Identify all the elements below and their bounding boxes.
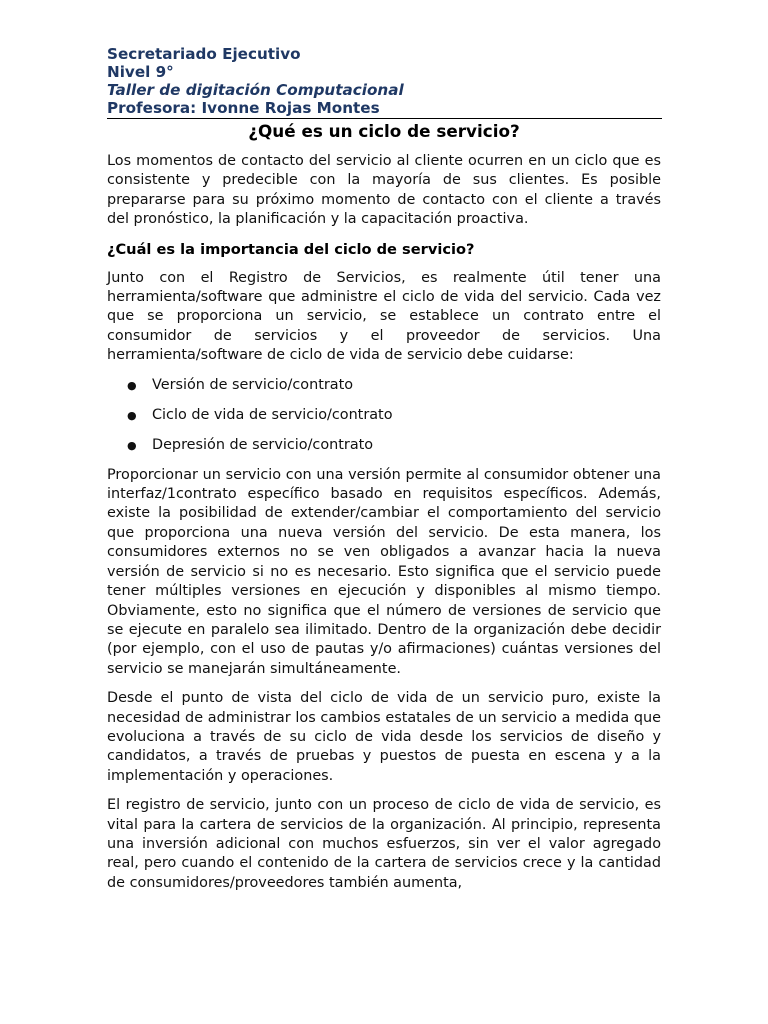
bullet-list xyxy=(107,376,661,455)
list-item-text: Versión de servicio/contrato xyxy=(152,376,354,393)
header-line-level: Nivel 9° xyxy=(107,63,174,81)
list-item-text: Depresión de servicio/contrato xyxy=(152,436,374,453)
section-subtitle: ¿Cuál es la importancia del ciclo de servicio? xyxy=(107,240,475,258)
header-line-workshop: Taller de digitación Computacional xyxy=(107,81,404,99)
paragraph-versioning: Proporcionar un servicio con una versión permite al consumidor obtener una interfaz/1contrato específico basado en requisitos específicos. Además, existe la posibilidad de extender/cambiar el comportamiento del servicio que proporciona una nueva versión del servicio. De esta manera, los consumidores externos no se ven obligados a avanzar hacia la nueva versión de servicio si no es necesario. Esto significa que el servicio puede tener múltiples versiones en ejecución y disponibles al mismo tiempo. Obviamente, esto no significa que el número de versiones de servicio que se ejecute en paralelo sea ilimitado. Dentro de la organización debe decidir (por ejemplo, con el uso de pautas y/o afirmaciones) cuántas versiones del servicio se manejarán simultáneamente. xyxy=(107,466,661,677)
document-body xyxy=(107,120,661,903)
bullet-icon: ● xyxy=(127,378,137,392)
header-line-course: Secretariado Ejecutivo xyxy=(107,45,301,63)
header-line-teacher: Profesora: Ivonne Rojas Montes xyxy=(107,99,380,117)
document-header xyxy=(107,45,662,119)
list-item-text: Ciclo de vida de servicio/contrato xyxy=(152,406,393,423)
list-item xyxy=(107,406,661,425)
list-item xyxy=(107,436,661,455)
paragraph-intro: Los momentos de contacto del servicio al cliente ocurren en un ciclo que es consistente y predecible con la mayoría de sus clientes. Es posible prepararse para su próximo momento de contacto con el cliente a través del pronóstico, la planificación y la capacitación proactiva. xyxy=(107,153,661,228)
bullet-icon: ● xyxy=(127,408,137,422)
document-title: ¿Qué es un ciclo de servicio? xyxy=(248,121,520,141)
paragraph-lifecycle: Desde el punto de vista del ciclo de vida de un servicio puro, existe la necesidad de administrar los cambios estatales de un servicio a medida que evoluciona a través de su ciclo de vida desde los servicios de diseño y candidatos, a través de pruebas y puestos de puesta en escena y a la implementación y operaciones. xyxy=(107,690,661,784)
list-item xyxy=(107,376,661,395)
paragraph-importance: Junto con el Registro de Servicios, es realmente útil tener una herramienta/software que administre el ciclo de vida del servicio. Cada vez que se proporciona un servicio, se establece un contrato entre el consumidor de servicios y el proveedor de servicios. Una herramienta/software de ciclo de vida de servicio debe cuidarse: xyxy=(107,269,661,364)
paragraph-registry: El registro de servicio, junto con un proceso de ciclo de vida de servicio, es vital para la cartera de servicios de la organización. Al principio, representa una inversión adicional con muchos esfuerzos, sin ver el valor agregado real, pero cuando el contenido de la cartera de servicios crece y la cantidad de consumidores/proveedores también aumenta, xyxy=(107,797,661,891)
bullet-icon: ● xyxy=(127,438,137,452)
